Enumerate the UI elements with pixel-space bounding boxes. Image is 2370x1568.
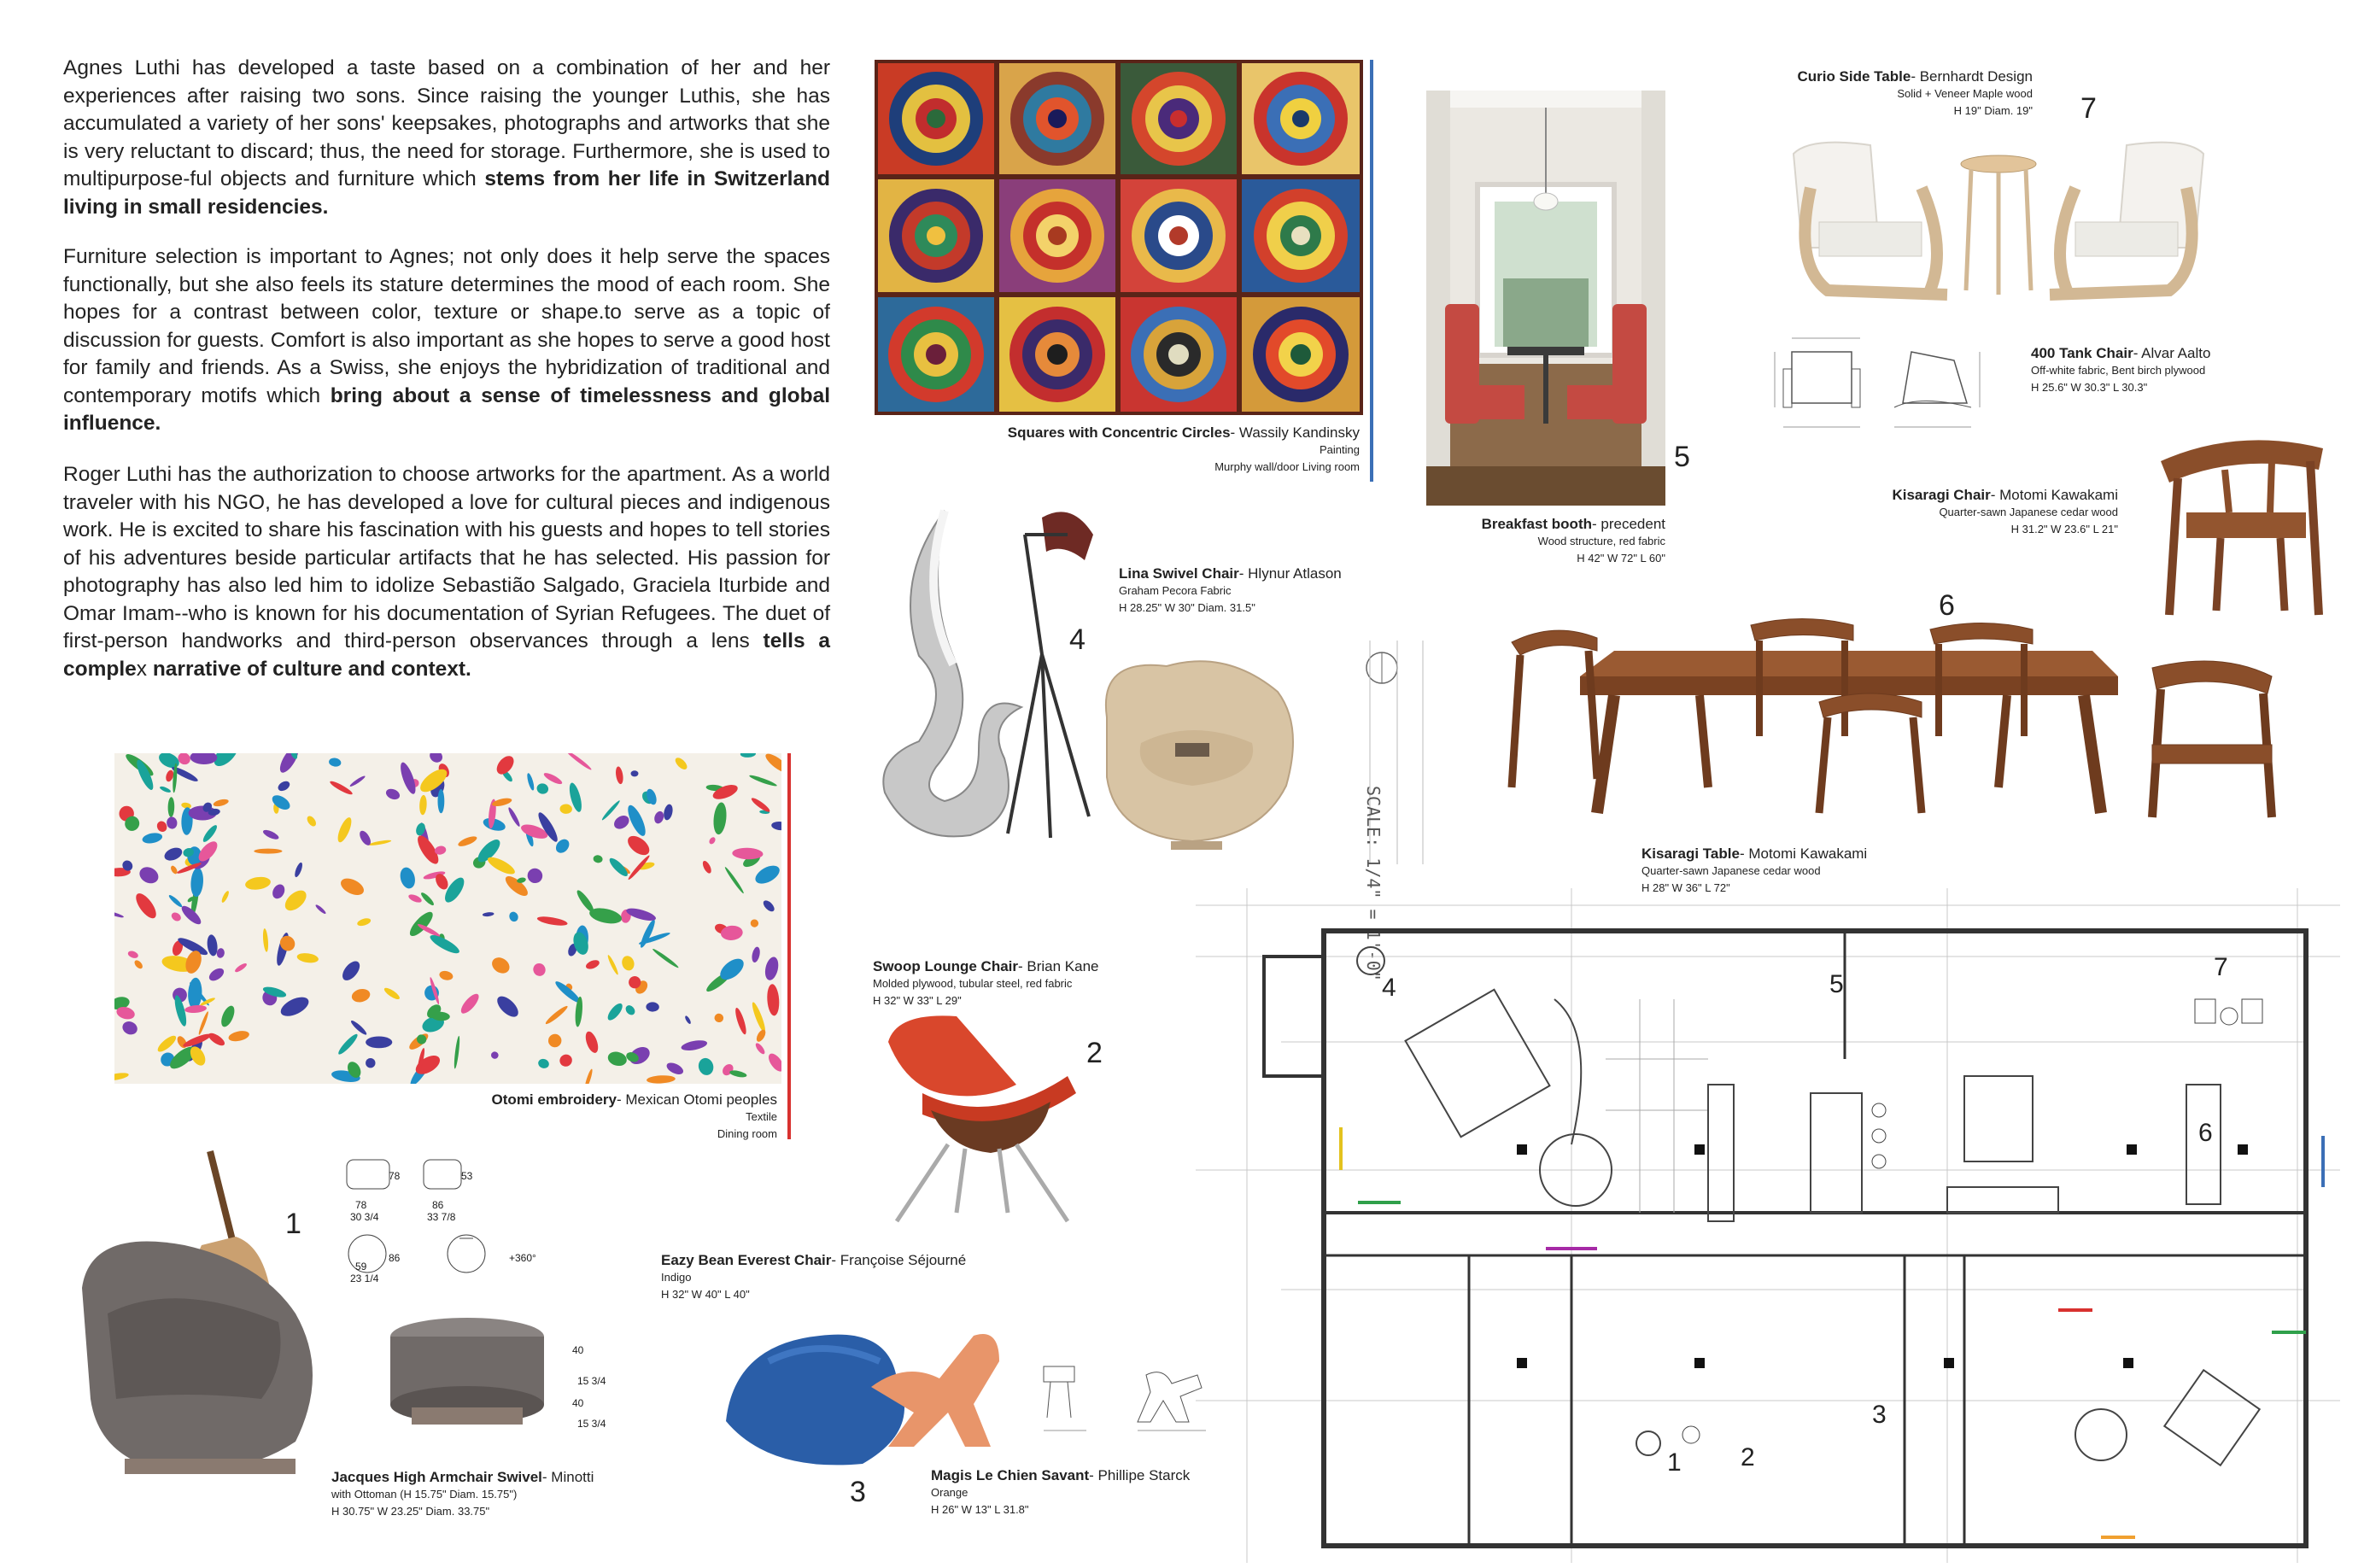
plan-number-7: 7	[2214, 953, 2228, 981]
eazy-bean-image	[717, 1310, 1042, 1472]
dim-78a: 78	[355, 1199, 367, 1211]
magis-number: 3	[850, 1476, 866, 1508]
dim-86b: 86	[389, 1252, 401, 1264]
kisaragi-chair-caption: Kisaragi Chair- Motomi Kawakami Quarter-sawn Japanese cedar wood H 31.2" W 23.6" L 21"	[1892, 487, 2118, 535]
dim-59: 59	[355, 1261, 367, 1273]
plan-number-5: 5	[1829, 970, 1844, 998]
curio-number: 7	[2080, 92, 2097, 125]
dim-33: 33 7/8	[427, 1211, 456, 1223]
dim-15a: 15 3/4	[577, 1375, 606, 1387]
jacques-number: 1	[285, 1208, 301, 1240]
tank-chairs-image	[1776, 120, 2221, 316]
dim-86a: 86	[432, 1199, 444, 1211]
plan-number-4: 4	[1382, 974, 1396, 1002]
lina-chair-image	[1090, 649, 1303, 854]
floor-lamp-image	[991, 500, 1102, 842]
kandinsky-accent-bar	[1370, 60, 1373, 482]
intro-paragraph-1: Agnes Luthi has developed a taste based on a combination of her and her experiences after raising two sons. Since raising the younger Luthis, she has accumulated a variety of her sons' keepsakes, photographs and artworks that she is very reluctant to discard; thus, the need for storage. Furthermore, she is used to multipurpose-ful objects and furniture which stems from her life in Switzerland living in small residencies.	[63, 56, 830, 219]
dim-360: +360°	[509, 1252, 536, 1264]
breakfast-booth-caption: Breakfast booth- precedent Wood structure, red fabric H 42" W 72" L 60"	[1481, 516, 1665, 565]
otomi-caption: Otomi embroidery- Mexican Otomi peoples Textile Dining room	[491, 1091, 777, 1140]
jacques-caption: Jacques High Armchair Swivel- Minotti with Ottoman (H 15.75" Diam. 15.75") H 30.75" W 23.25" Diam. 33.75"	[331, 1469, 594, 1518]
plan-number-2: 2	[1741, 1443, 1755, 1471]
kisaragi-dining-set-image	[1503, 617, 2280, 822]
eazy-caption: Eazy Bean Everest Chair- Françoise Séjourné Indigo H 32" W 40" L 40"	[661, 1252, 967, 1301]
intro-paragraph-2: Furniture selection is important to Agnes; not only does it help serve the spaces functionally, but she also feels its stature determines the mood of each room. She hopes for a contrast between color, texture or shape.to serve as a topic of discussion for guests. Comfort is also important as she hopes to serve a good host for family and friends. As a Swiss, she enjoys the hybridization of traditional and contemporary motifs which bring about a sense of timelessness and global influence.	[63, 245, 830, 435]
dim-30: 30 3/4	[350, 1211, 379, 1223]
otomi-embroidery-image	[114, 753, 781, 1084]
lina-number: 4	[1069, 623, 1086, 656]
swoop-caption: Swoop Lounge Chair- Brian Kane Molded plywood, tubular steel, red fabric H 32" W 33" L 29"	[873, 958, 1099, 1007]
dim-23: 23 1/4	[350, 1273, 379, 1284]
scale-note: SCALE: 1/4" = 1'-0"	[1363, 786, 1384, 981]
breakfast-booth-image	[1426, 91, 1665, 506]
otomi-accent-bar	[787, 753, 791, 1139]
kandinsky-painting-image	[875, 60, 1363, 415]
curio-caption: Curio Side Table- Bernhardt Design Solid + Veneer Maple wood H 19" Diam. 19"	[1797, 68, 2033, 117]
floor-plan	[1196, 888, 2340, 1563]
swoop-number: 2	[1086, 1037, 1103, 1069]
plan-number-1: 1	[1667, 1448, 1682, 1477]
dining-set-number: 6	[1939, 589, 1955, 622]
dim-40a: 40	[572, 1344, 584, 1356]
booth-number: 5	[1674, 441, 1690, 473]
lina-caption: Lina Swivel Chair- Hlynur Atlason Graham Pecora Fabric H 28.25" W 30" Diam. 31.5"	[1119, 565, 1342, 614]
tank-chair-drawing	[1766, 318, 1997, 437]
swoop-chair-image	[871, 1008, 1102, 1230]
tank-chair-caption: 400 Tank Chair- Alvar Aalto Off-white fabric, Bent birch plywood H 25.6" W 30.3" L 30.3"	[2031, 345, 2211, 394]
plan-number-3: 3	[1872, 1401, 1887, 1429]
kandinsky-caption: Squares with Concentric Circles- Wassily Kandinsky Painting Murphy wall/door Living room	[1007, 424, 1360, 473]
kisaragi-chair-image	[2144, 410, 2336, 623]
plan-number-6: 6	[2198, 1119, 2213, 1147]
kisaragi-table-caption: Kisaragi Table- Motomi Kawakami Quarter-sawn Japanese cedar wood H 28" W 36" L 72"	[1641, 845, 1868, 894]
magis-drawing	[1035, 1341, 1223, 1443]
intro-paragraph-3: Roger Luthi has the authorization to choose artworks for the apartment. As a world traveler with his NGO, he has developed a love for cultural pieces and indigenous work. He is excited to share his fascination with his guests and hopes to tell stories of his adventures beside particular artifacts that he has selected. His passion for photography has also led him to idolize Sebastião Salgado, Graciela Iturbide and Omar Imam--who is known for his documentation of Syrian Refugees. The duet of first-person handworks and third-person observances through a lens tells a complex narrative of culture and context.	[63, 463, 830, 681]
dim-78b: 78	[389, 1170, 401, 1182]
dim-40b: 40	[572, 1397, 584, 1409]
jacques-ottoman-image	[386, 1315, 548, 1435]
dim-53: 53	[461, 1170, 473, 1182]
magis-caption: Magis Le Chien Savant- Phillipe Starck Orange H 26" W 13" L 31.8"	[931, 1467, 1191, 1516]
dim-15b: 15 3/4	[577, 1418, 606, 1430]
